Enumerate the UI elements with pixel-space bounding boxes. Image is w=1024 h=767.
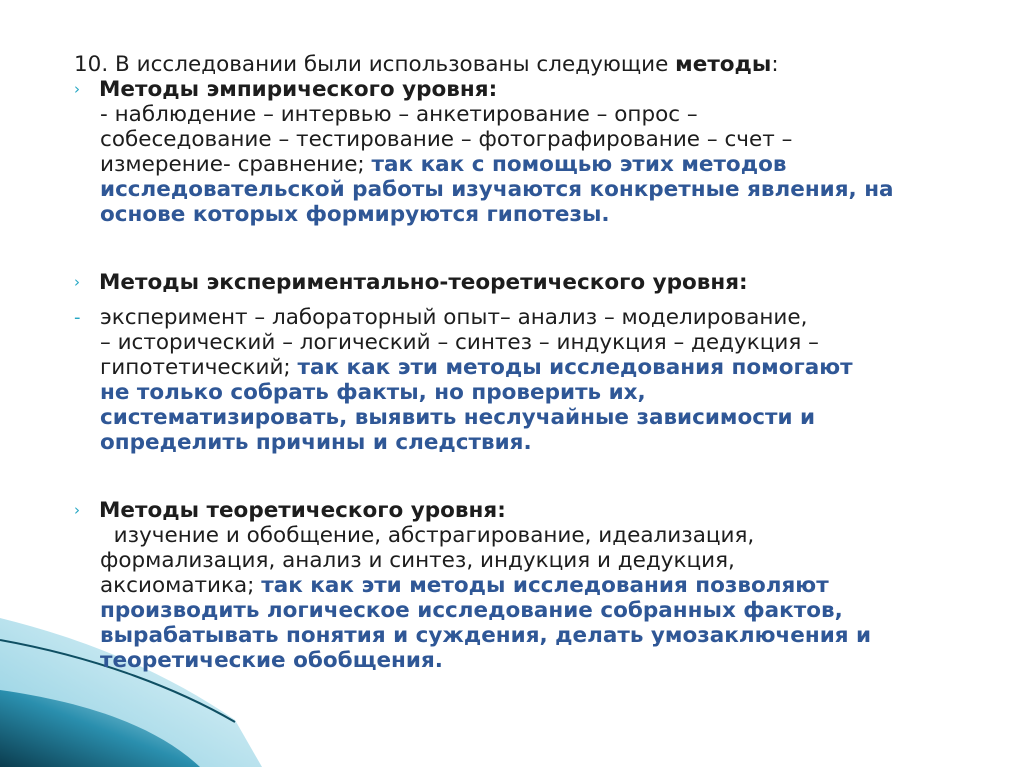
slide-content	[74, 52, 974, 673]
section-empirical	[74, 77, 974, 227]
highlight-text: так как эти методы исследования позволяют	[261, 573, 829, 598]
intro-number: 10.	[74, 52, 109, 77]
bullet-arrow-icon: ›	[74, 501, 80, 519]
body-line: - наблюдение – интервью – анкетирование – опрос –	[100, 102, 698, 127]
highlight-line: определить причины и следствия.	[100, 430, 532, 455]
body-line-mixed	[100, 573, 974, 598]
intro-text: В исследовании были использованы следующие	[108, 52, 676, 77]
plain-text: аксиоматика;	[100, 573, 262, 598]
body-line: формализация, анализ и синтез, индукция и дедукция,	[100, 548, 735, 573]
body-line: – исторический – логический – синтез – индукция – дедукция –	[100, 330, 819, 355]
highlight-line: не только собрать факты, но проверить их,	[100, 380, 646, 405]
section-experimental-theoretical	[74, 270, 974, 455]
body-line-mixed	[100, 152, 974, 177]
spacer	[74, 295, 974, 305]
body-line: собеседование – тестирование – фотографирование – счет –	[100, 127, 793, 152]
section-theoretical	[74, 498, 974, 673]
body-line-mixed	[100, 355, 974, 380]
bullet-dash-icon: -	[74, 307, 81, 328]
plain-text: гипотетический;	[100, 355, 298, 380]
section-heading: Методы экспериментально-теоретического уровня:	[99, 270, 748, 295]
highlight-line: теоретические обобщения.	[100, 648, 443, 673]
body-line: изучение и обобщение, абстрагирование, идеализация,	[100, 523, 755, 548]
intro-line	[74, 52, 974, 77]
section-heading: Методы теоретического уровня:	[99, 498, 506, 523]
highlight-line: исследовательской работы изучаются конкретные явления, на	[100, 177, 894, 202]
section-heading: Методы эмпирического уровня:	[99, 77, 498, 102]
body-line: эксперимент – лабораторный опыт– анализ – моделирование,	[100, 305, 808, 330]
bullet-arrow-icon: ›	[74, 80, 80, 98]
highlight-text: так как эти методы исследования помогают	[297, 355, 853, 380]
highlight-line: основе которых формируются гипотезы.	[100, 202, 610, 227]
bullet-arrow-icon: ›	[74, 273, 80, 291]
highlight-line: систематизировать, выявить неслучайные зависимости и	[100, 405, 816, 430]
plain-text: измерение- сравнение;	[100, 152, 372, 177]
intro-bold: методы	[675, 52, 772, 77]
intro-colon: :	[771, 52, 779, 77]
highlight-text: так как с помощью этих методов	[371, 152, 787, 177]
spacer	[74, 227, 974, 270]
highlight-line: вырабатывать понятия и суждения, делать умозаключения и	[100, 623, 872, 648]
highlight-line: производить логическое исследование собранных фактов,	[100, 598, 843, 623]
spacer	[74, 455, 974, 498]
